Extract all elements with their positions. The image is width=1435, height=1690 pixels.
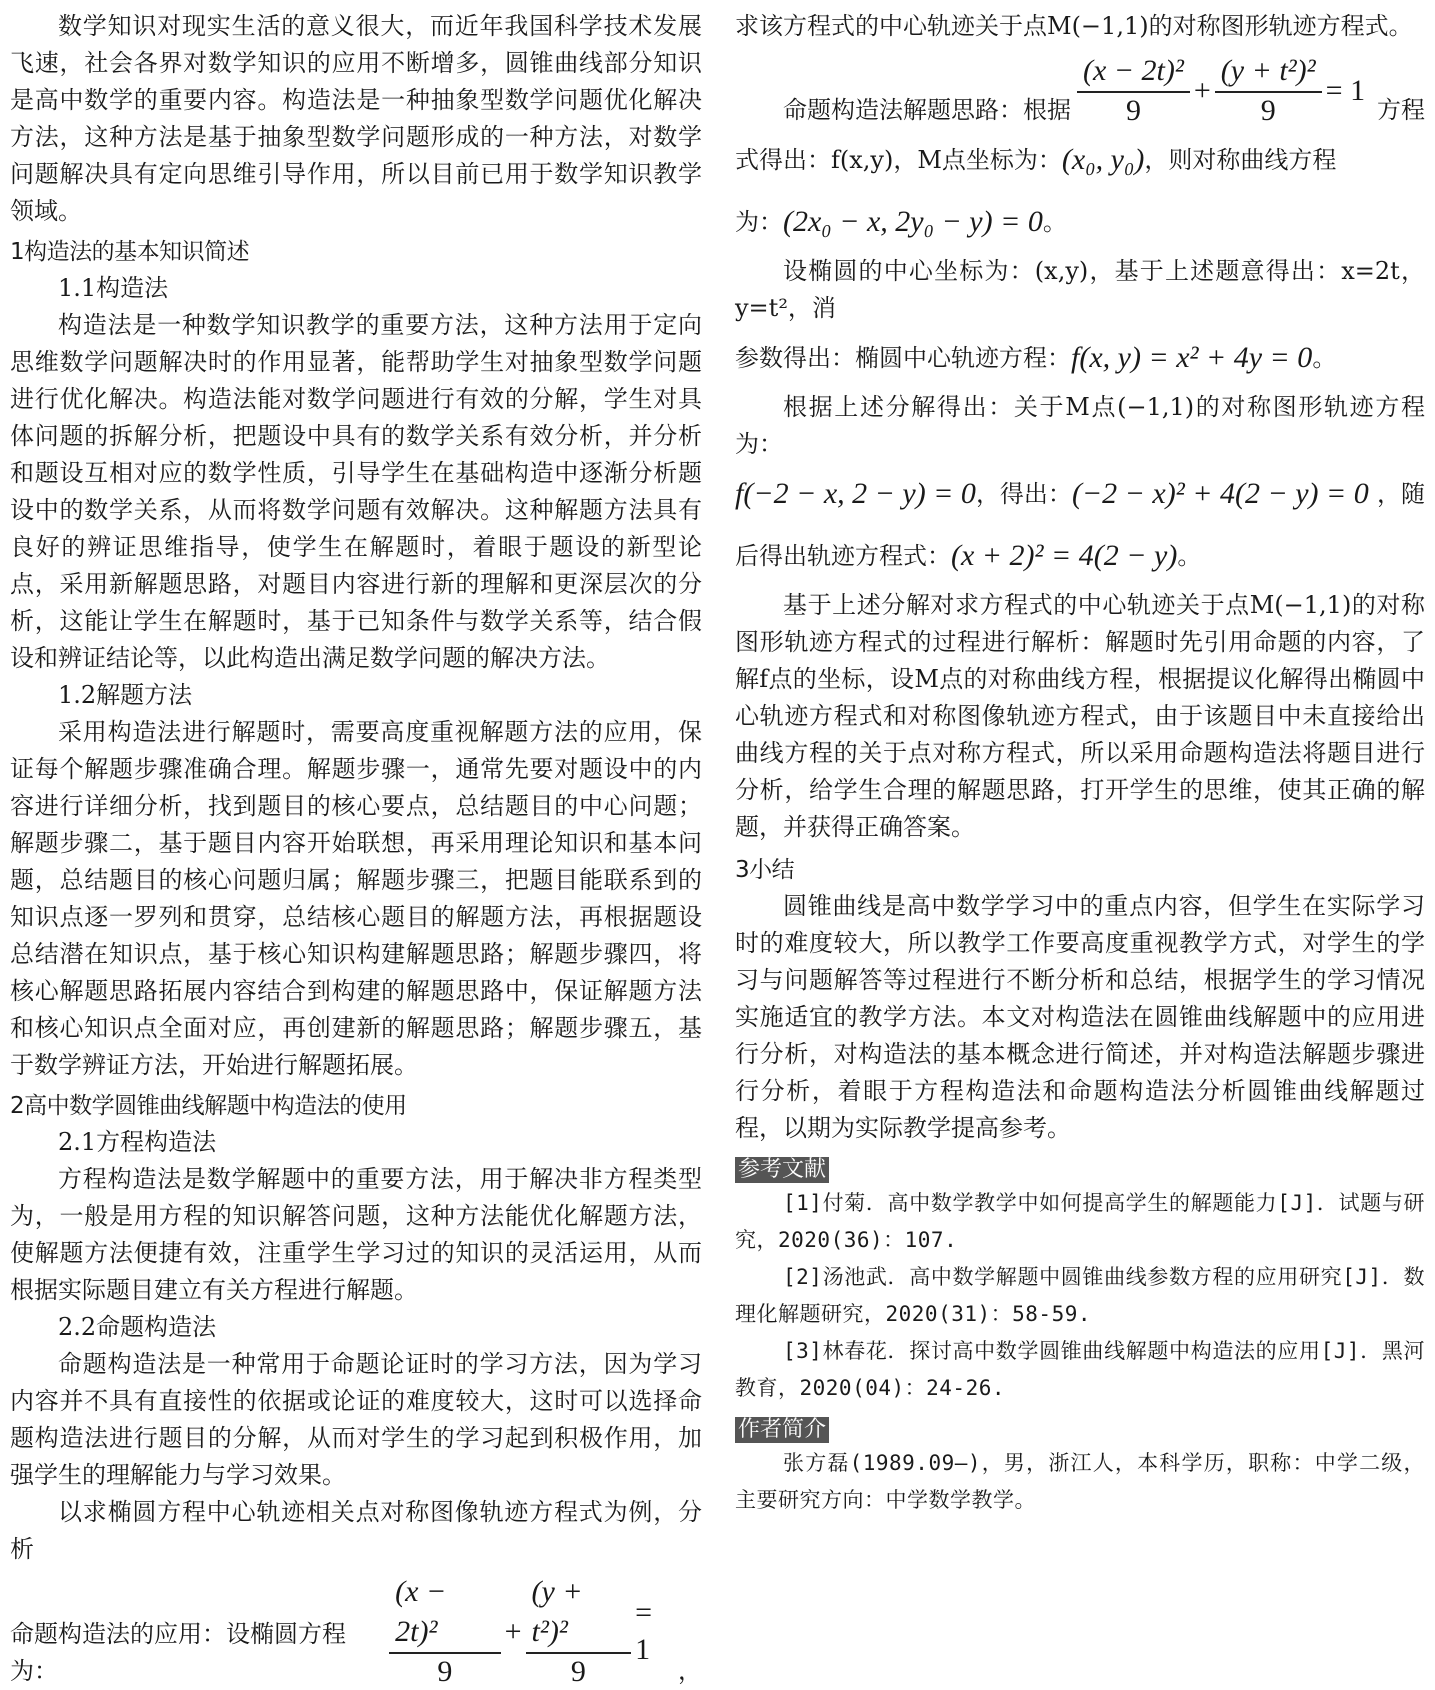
ellipse-center-paragraph: 设椭圆的中心坐标为：(x,y)，基于上述题意得出：x=2t，y=t²，消 (735, 257, 1425, 322)
center-track-lead: 参数得出：椭圆中心轨迹方程： (735, 344, 1071, 372)
symmetric-track-tail: ，随 (1377, 480, 1425, 508)
center-track-formula: f(x, y) = x² + 4y = 0 (1071, 341, 1313, 374)
plus-sign: + (504, 1614, 522, 1648)
result-tail: 。 (1177, 542, 1202, 570)
paragraph-2-1: 方程构造法是数学解题中的重要方法，用于解决非方程类型为，一般是用方程的知识解答问题，这种方法能优化解题方法，使解题方法便捷有效，注重学生学习过的知识的灵活运用，从而根据实际题目建立有关方程进行解题。 (10, 1165, 702, 1304)
m-point-lead: 式得出：f(x,y)，M点坐标为： (735, 146, 1062, 174)
derived-formula: (−2 − x)² + 4(2 − y) = 0 (1071, 477, 1369, 510)
example-intro: 以求椭圆方程中心轨迹相关点对称图像轨迹方程式为例，分析 (10, 1498, 702, 1563)
plus-sign: + (1193, 73, 1211, 107)
author-bio: 张方磊(1989.09—)，男，浙江人，本科学历，职称：中学二级，主要研究方向：中学数学教学。 (735, 1451, 1425, 1512)
section-3-heading: 3小结 (735, 857, 795, 883)
fraction-denominator: 9 (437, 1655, 453, 1688)
equals-one: = 1 (1325, 73, 1366, 107)
m-point-formula: (x₀, y₀) (1061, 143, 1145, 176)
references-heading: 参考文献 (735, 1157, 829, 1183)
subsection-2-1-heading: 2.1方程构造法 (58, 1128, 217, 1156)
fraction-numerator: (y + t²)² (526, 1572, 632, 1654)
result-lead: 后得出轨迹方程式： (735, 542, 951, 570)
result-line (735, 525, 1425, 587)
center-track-tail: 。 (1312, 344, 1337, 372)
symmetric-curve-lead: 为： (735, 208, 783, 236)
author-heading: 作者简介 (735, 1417, 829, 1443)
solution-idea-tail: 方程 (1377, 96, 1425, 124)
paragraph-2-2: 命题构造法是一种常用于命题论证时的学习方法，因为学习内容并不具有直接性的依据或论证的难度较大，这时可以选择命题构造法进行题目的分解，从而对学生的学习起到积极作用，加强学生的理解能力与学习效果。 (10, 1350, 702, 1489)
analysis-paragraph: 基于上述分解对求方程式的中心轨迹关于点M(−1,1)的对称图形轨迹方程式的过程进行解析：解题时先引用命题的内容，了解f点的坐标，设M点的对称曲线方程，根据提议化解得出椭圆中心轨迹方程式和对称图像轨迹方程式，由于该题目中未直接给出曲线方程的关于点对称方程式，所以采用命题构造法将题目进行分析，给学生合理的解题思路，打开学生的思维，使其正确的解题，并获得正确答案。 (735, 591, 1425, 841)
fraction-numerator: (y + t²)² (1215, 51, 1322, 93)
fraction-denominator: 9 (1260, 94, 1276, 127)
reference-3: [3]林春花．探讨高中数学圆锥曲线解题中构造法的应用[J]．黑河教育，2020(04)：24-26. (735, 1339, 1425, 1400)
symmetric-track-mid: ，得出： (975, 480, 1072, 508)
center-track-line (735, 327, 1425, 389)
ellipse-fraction-2 (1215, 51, 1322, 129)
subsection-1-1-heading: 1.1构造法 (58, 274, 169, 302)
ellipse-fraction-2 (526, 1572, 632, 1690)
ellipse-equation-line (10, 1572, 702, 1690)
problem-statement: 求该方程式的中心轨迹关于点M(−1,1)的对称图形轨迹方程式。 (735, 12, 1413, 40)
m-point-line (735, 129, 1425, 191)
fraction-denominator: 9 (570, 1655, 586, 1688)
symmetric-curve-tail: 。 (1042, 208, 1067, 236)
ellipse-fraction-1 (1077, 51, 1190, 129)
symmetric-track-line (735, 463, 1425, 525)
paragraph-1-1: 构造法是一种数学知识教学的重要方法，这种方法用于定向思维数学问题解决时的作用显著，能帮助学生对抽象型数学问题进行优化解决。构造法能对数学问题进行有效的分解，学生对具体问题的拆解分析，把题设中具有的数学关系有效分析，并分析和题设互相对应的数学性质，引导学生在基础构造中逐渐分析题设中的数学关系，从而将数学问题有效解决。这种解题方法具有良好的辨证思维指导，使学生在解题时，着眼于题设的新型论点，采用新解题思路，对题目内容进行新的理解和更深层次的分析，这能让学生在解题时，基于已知条件与数学关系等，结合假设和辨证结论等，以此构造出满足数学问题的解决方法。 (10, 311, 702, 672)
solution-idea-line (735, 51, 1425, 129)
equals-one: = 1 (635, 1596, 652, 1666)
intro-paragraph: 数学知识对现实生活的意义很大，而近年我国科学技术发展飞速，社会各界对数学知识的应用不断增多，圆锥曲线部分知识是高中数学的重要内容。构造法是一种抽象型数学问题优化解决方法，这种方法是基于抽象型数学问题形成的一种方法，对数学问题解决具有定向思维引导作用，所以目前已用于数学知识教学领域。 (10, 12, 702, 225)
symmetric-curve-line (735, 191, 1425, 253)
reference-2: [2]汤池武．高中数学解题中圆锥曲线参数方程的应用研究[J]．数理化解题研究，2020(31)：58-59. (735, 1265, 1425, 1326)
section-2-heading: 2高中数学圆锥曲线解题中构造法的使用 (10, 1093, 407, 1119)
subsection-1-2-heading: 1.2解题方法 (58, 681, 193, 709)
ellipse-fraction-1 (389, 1572, 500, 1690)
fraction-numerator: (x − 2t)² (1077, 51, 1190, 93)
fraction-denominator: 9 (1125, 94, 1141, 127)
section-1-heading: 1构造法的基本知识简述 (10, 239, 250, 265)
ellipse-equation-lead: 命题构造法的应用：设椭圆方程为： (10, 1620, 346, 1685)
symmetric-track-intro: 根据上述分解得出：关于M点(−1,1)的对称图形轨迹方程为： (735, 393, 1425, 458)
summary-paragraph: 圆锥曲线是高中数学学习中的重点内容，但学生在实际学习时的难度较大，所以教学工作要高度重视教学方式，对学生的学习与问题解答等过程进行不断分析和总结，根据学生的学习情况实施适宜的教学方法。本文对构造法在圆锥曲线解题中的应用进行分析，对构造法的基本概念进行简述，并对构造法解题步骤进行分析，着眼于方程构造法和命题构造法分析圆锥曲线解题过程，以期为实际教学提高参考。 (735, 892, 1425, 1142)
left-column (10, 8, 702, 1690)
reference-1: [1]付菊．高中数学教学中如何提高学生的解题能力[J]．试题与研究，2020(36)：107. (735, 1191, 1425, 1252)
result-formula: (x + 2)² = 4(2 − y) (951, 539, 1178, 572)
fraction-numerator: (x − 2t)² (389, 1572, 500, 1654)
m-point-tail: ，则对称曲线方程 (1144, 146, 1337, 174)
symmetric-curve-formula: (2x₀ − x, 2y₀ − y) = 0 (783, 205, 1043, 238)
right-column (735, 8, 1425, 1519)
ellipse-equation-tail: ， (678, 1657, 702, 1685)
paragraph-1-2: 采用构造法进行解题时，需要高度重视解题方法的应用，保证每个解题步骤准确合理。解题步骤一，通常先要对题设中的内容进行详细分析，找到题目的核心要点，总结题目的中心问题；解题步骤二，基于题目内容开始联想，再采用理论知识和基本问题，总结题目的核心问题归属；解题步骤三，把题目能联系到的知识点逐一罗列和贯穿，总结核心题目的解题方法，再根据题设总结潜在知识点，基于核心知识构建解题思路；解题步骤四，将核心解题思路拓展内容结合到构建的解题思路中，保证解题方法和核心知识点全面对应，再创建新的解题思路；解题步骤五，基于数学辨证方法，开始进行解题拓展。 (10, 718, 702, 1079)
symmetric-f-formula: f(−2 − x, 2 − y) = 0 (735, 477, 976, 510)
subsection-2-2-heading: 2.2命题构造法 (58, 1313, 217, 1341)
solution-idea-lead: 命题构造法解题思路：根据 (783, 96, 1071, 124)
